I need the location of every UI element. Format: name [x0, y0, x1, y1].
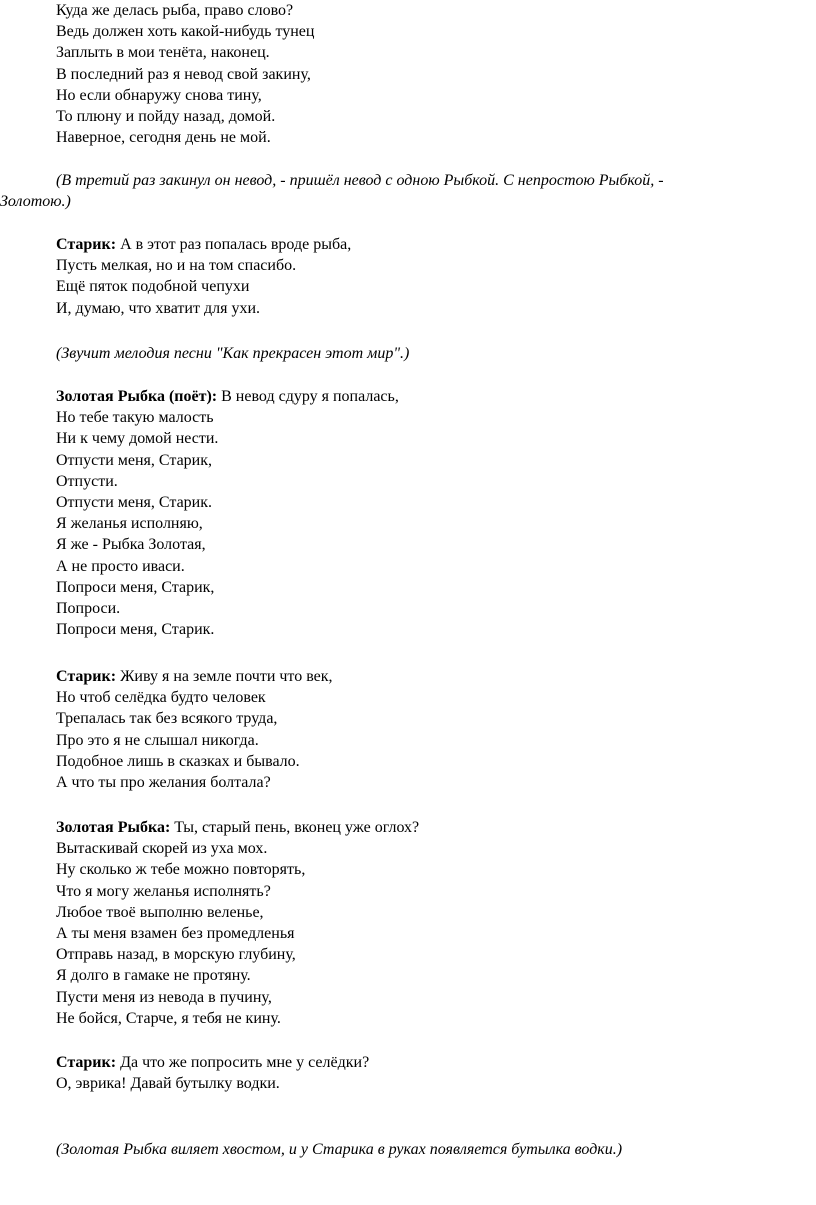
verse-line	[56, 1029, 796, 1050]
stage-direction-line: (Золотая Рыбка виляет хвостом, и у Старика в руках появляется бутылка водки.)	[56, 1141, 623, 1158]
speaker-name: Старик:	[56, 1054, 117, 1071]
speech-first-line	[56, 666, 796, 687]
starik-speech	[56, 666, 796, 793]
verse-line: Куда же делась рыба, право слово?	[56, 2, 294, 19]
verse-line: А что ты про желания болтала?	[56, 773, 271, 791]
verse-text: Живу я на земле почти что век,	[116, 668, 333, 685]
verse-line: О, эврика! Давай бутылку водки.	[56, 1075, 280, 1093]
verse-text: В невод сдуру я попалась,	[217, 388, 399, 405]
speech-first-line	[56, 817, 796, 838]
stage-direction-line: (Звучит мелодия песни "Как прекрасен этот мир".)	[56, 345, 410, 362]
verse-line: Заплыть в мои тенёта, наконец.	[56, 44, 270, 62]
verse-line: Вытаскивай скорей из уха мох.	[56, 840, 268, 858]
verse-line: Я долго в гамаке не протяну.	[56, 967, 251, 985]
verse-line: Не бойся, Старче, я тебя не кину.	[56, 1009, 281, 1027]
verse-line: А не просто иваси.	[56, 557, 185, 575]
speech-first-line	[56, 386, 796, 407]
speech-first-line	[56, 234, 796, 255]
speaker-name: Старик:	[56, 236, 117, 253]
starik-speech	[56, 1052, 796, 1094]
verse-line: Попроси меня, Старик.	[56, 621, 215, 639]
speaker-name: Золотая Рыбка:	[56, 819, 171, 836]
verse-line: Что я могу желанья исполнять?	[56, 882, 271, 900]
verse-line: Подобное лишь в сказках и бывало.	[56, 752, 300, 770]
verse-line: Я же - Рыбка Золотая,	[56, 536, 206, 554]
verse-line: Ни к чему домой нести.	[56, 430, 219, 448]
rybka-speech	[56, 817, 796, 1050]
starik-speech	[56, 234, 796, 319]
stage-direction	[56, 343, 796, 364]
verse-line: Любое твоё выполню веленье,	[56, 903, 264, 921]
verse-line: Отпусти меня, Старик,	[56, 451, 212, 469]
verse-line: Про это я не слышал никогда.	[56, 731, 259, 749]
verse-line: И, думаю, что хватит для ухи.	[56, 299, 261, 317]
verse-text: Да что же попросить мне у селёдки?	[116, 1054, 370, 1071]
verse-line: Ну сколько ж тебе можно повторять,	[56, 861, 306, 879]
verse-line: Отпусти.	[56, 472, 118, 490]
speech-first-line	[56, 1052, 796, 1073]
speaker-name: Золотая Рыбка (поёт):	[56, 388, 218, 405]
stage-direction	[0, 170, 816, 212]
stage-direction-line: Золотою.)	[0, 193, 71, 211]
speaker-name: Старик:	[56, 668, 117, 685]
verse-line: Пусть мелкая, но и на том спасибо.	[56, 257, 297, 275]
verse-line: А ты меня взамен без промедленья	[56, 924, 295, 942]
stage-direction	[56, 1139, 796, 1160]
rybka-song	[56, 386, 796, 640]
stage-direction-line: (В третий раз закинул он невод, - пришёл невод с одною Рыбкой. С непростою Рыбкой, -	[56, 172, 664, 189]
verse-line: Я желанья исполняю,	[56, 515, 203, 533]
verse-line: Но чтоб селёдка будто человек	[56, 689, 266, 707]
verse-line: Но если обнаружу снова тину,	[56, 86, 262, 104]
verse-line: То плюну и пойду назад, домой.	[56, 107, 276, 125]
verse-line: Наверное, сегодня день не мой.	[56, 129, 271, 147]
verse-line: Ещё пяток подобной чепухи	[56, 278, 250, 296]
verse-line: В последний раз я невод свой закину,	[56, 65, 311, 83]
verse-line: Трепалась так без всякого труда,	[56, 710, 278, 728]
verse-line: Пусти меня из невода в пучину,	[56, 988, 272, 1006]
intro-stanza	[56, 0, 796, 148]
verse-line: Но тебе такую малость	[56, 409, 214, 427]
verse-text: А в этот раз попалась вроде рыба,	[116, 236, 352, 253]
verse-line: Отправь назад, в морскую глубину,	[56, 946, 296, 964]
verse-line: Отпусти меня, Старик.	[56, 493, 212, 511]
verse-line: Ведь должен хоть какой-нибудь тунец	[56, 23, 315, 41]
verse-line: Попроси меня, Старик,	[56, 578, 215, 596]
verse-line: Попроси.	[56, 599, 121, 617]
verse-text: Ты, старый пень, вконец уже оглох?	[170, 819, 420, 836]
